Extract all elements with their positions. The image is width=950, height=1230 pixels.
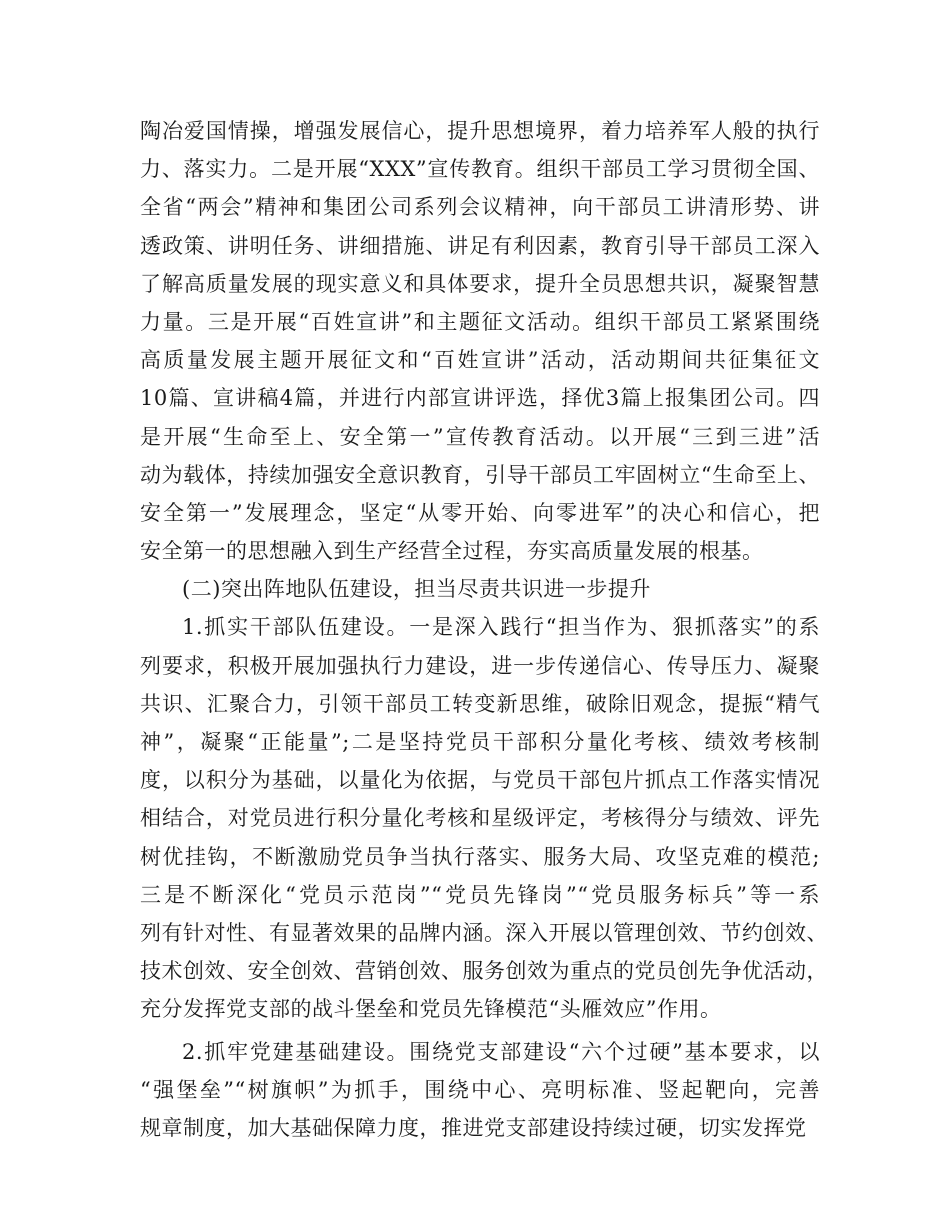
text-line: 陶冶爱国情操，增强发展信心，提升思想境界，着力培养军人般的执行 — [140, 119, 820, 143]
text-line: 力量。三是开展“百姓宣讲”和主题征文活动。组织干部员工紧紧围绕 — [140, 309, 820, 334]
text-line: 是开展“生命至上、安全第一”宣传教育活动。以开展“三到三进”活 — [140, 424, 820, 449]
text-line: 10篇、宣讲稿4篇，并进行内部宣讲评选，择优3篇上报集团公司。四 — [140, 386, 820, 411]
text-line: 技术创效、安全创效、营销创效、服务创效为重点的党员创先争优活动， — [140, 959, 828, 984]
text-line: 了解高质量发展的现实意义和具体要求，提升全员思想共识，凝聚智慧 — [140, 271, 820, 296]
text-line: 相结合，对党员进行积分量化考核和星级评定，考核得分与绩效、评先 — [140, 806, 820, 831]
text-line: 充分发挥党支部的战斗堡垒和党员先锋模范“头雁效应”作用。 — [140, 997, 722, 1022]
text-line: 2.抓牢党建基础建设。围绕党支部建设“六个过硬”基本要求，以 — [182, 1039, 820, 1064]
text-line: 共识、汇聚合力，引领干部员工转变新思维，破除旧观念，提振“精气 — [140, 691, 820, 716]
para-3 — [140, 608, 828, 1028]
text-line: (二)突出阵地队伍建设，担当尽责共识进一步提升 — [182, 577, 651, 602]
text-line: 三是不断深化“党员示范岗”“党员先锋岗”“党员服务标兵”等一系 — [140, 882, 820, 907]
text-line: 1.抓实干部队伍建设。一是深入践行“担当作为、狠抓落实”的系 — [182, 615, 820, 640]
text-line: 安全第一的思想融入到生产经营全过程，夯实高质量发展的根基。 — [140, 539, 764, 564]
text-line: 列要求，积极开展加强执行力建设，进一步传递信心、传导压力、凝聚 — [140, 653, 820, 678]
text-line: 度，以积分为基础，以量化为依据，与党员干部包片抓点工作落实情况 — [140, 768, 820, 793]
text-line: 规章制度，加大基础保障力度，推进党支部建设持续过硬，切实发挥党 — [140, 1115, 807, 1140]
text-line: 力、落实力。二是开展“XXX”宣传教育。组织干部员工学习贯彻全国、 — [140, 157, 820, 182]
text-line: 全省“两会”精神和集团公司系列会议精神，向干部员工讲清形势、讲 — [140, 195, 820, 220]
document-body — [140, 112, 828, 1147]
text-line: 动为载体，持续加强安全意识教育，引导干部员工牢固树立“生命至上、 — [140, 462, 820, 487]
text-line: “强堡垒”“树旗帜”为抓手，围绕中心、亮明标准、竖起靶向，完善 — [140, 1077, 820, 1102]
para-4 — [140, 1033, 820, 1148]
text-line: 树优挂钩，不断激励党员争当执行落实、服务大局、攻坚克难的模范; — [140, 844, 820, 869]
text-line: 安全第一”发展理念，坚定“从零开始、向零进军”的决心和信心，把 — [140, 500, 820, 525]
heading-2 — [140, 570, 820, 608]
para-1 — [140, 112, 820, 570]
text-line: 高质量发展主题开展征文和“百姓宣讲”活动，活动期间共征集征文 — [140, 348, 820, 373]
text-line: 神”，凝聚“正能量”;二是坚持党员干部积分量化考核、绩效考核制 — [140, 730, 820, 754]
text-line: 列有针对性、有显著效果的品牌内涵。深入开展以管理创效、节约创效、 — [140, 920, 828, 945]
text-line: 透政策、讲明任务、讲细措施、讲足有利因素，教育引导干部员工深入 — [140, 233, 820, 258]
